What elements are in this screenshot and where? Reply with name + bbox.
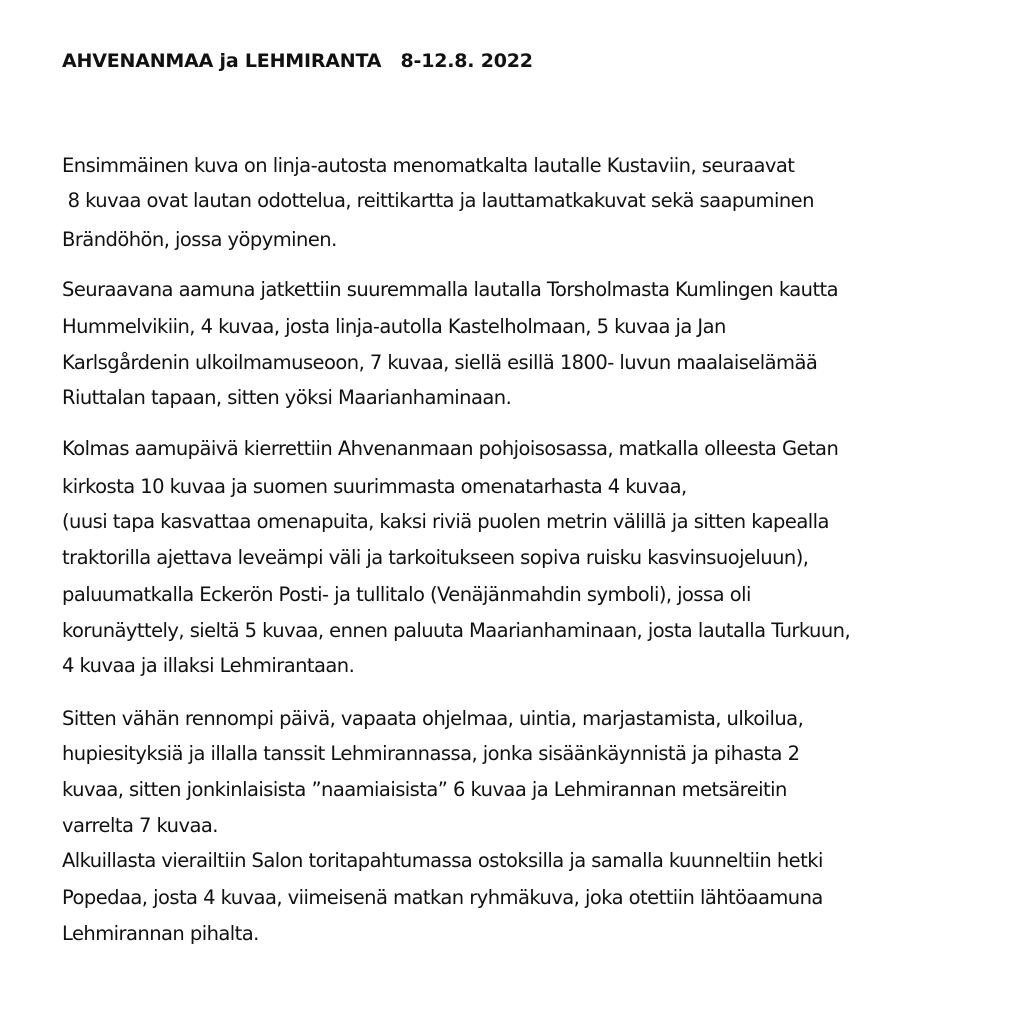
- paragraph-3-line-6: korunäyttely, sieltä 5 kuvaa, ennen paluuta Maarianhaminaan, josta lautalla Turkuun,: [62, 619, 851, 642]
- paragraph-3-line-3: (uusi tapa kasvattaa omenapuita, kaksi riviä puolen metrin välillä ja sitten kapealla: [62, 510, 829, 533]
- paragraph-1-line-1: Ensimmäinen kuva on linja-autosta menomatkalta lautalle Kustaviin, seuraavat: [62, 154, 795, 177]
- paragraph-4-line-4: varrelta 7 kuvaa.: [62, 814, 218, 837]
- paragraph-2-line-4: Riuttalan tapaan, sitten yöksi Maarianhaminaan.: [62, 386, 512, 409]
- paragraph-1-line-3: Brändöhön, jossa yöpyminen.: [62, 228, 337, 251]
- paragraph-4-line-5: Alkuillasta vierailtiin Salon toritapahtumassa ostoksilla ja samalla kuunneltiin hetki: [62, 849, 823, 872]
- paragraph-2-line-1: Seuraavana aamuna jatkettiin suuremmalla lautalla Torsholmasta Kumlingen kautta: [62, 278, 839, 301]
- paragraph-3-line-1: Kolmas aamupäivä kierrettiin Ahvenanmaan pohjoisosassa, matkalla olleesta Getan: [62, 437, 839, 460]
- paragraph-3-line-5: paluumatkalla Eckerön Posti- ja tullitalo (Venäjänmahdin symboli), jossa oli: [62, 583, 751, 606]
- paragraph-4-line-1: Sitten vähän rennompi päivä, vapaata ohjelmaa, uintia, marjastamista, ulkoilua,: [62, 707, 804, 730]
- paragraph-3-line-7: 4 kuvaa ja illaksi Lehmirantaan.: [62, 654, 355, 677]
- paragraph-3-line-2: kirkosta 10 kuvaa ja suomen suurimmasta omenatarhasta 4 kuvaa,: [62, 475, 687, 498]
- paragraph-4-line-7: Lehmirannan pihalta.: [62, 922, 259, 945]
- paragraph-3-line-4: traktorilla ajettava leveämpi väli ja tarkoitukseen sopiva ruisku kasvinsuojeluun),: [62, 546, 809, 569]
- document-title: AHVENANMAA ja LEHMIRANTA 8-12.8. 2022: [62, 50, 533, 72]
- paragraph-2-line-3: Karlsgårdenin ulkoilmamuseoon, 7 kuvaa, siellä esillä 1800- luvun maalaiselämää: [62, 351, 818, 374]
- paragraph-2-line-2: Hummelvikiin, 4 kuvaa, josta linja-autolla Kastelholmaan, 5 kuvaa ja Jan: [62, 315, 726, 338]
- paragraph-4-line-3: kuvaa, sitten jonkinlaisista ”naamiaisista” 6 kuvaa ja Lehmirannan metsäreitin: [62, 778, 787, 801]
- paragraph-4-line-2: hupiesityksiä ja illalla tanssit Lehmirannassa, jonka sisäänkäynnistä ja pihasta 2: [62, 742, 800, 765]
- paragraph-1-line-2: 8 kuvaa ovat lautan odottelua, reittikartta ja lauttamatkakuvat sekä saapuminen: [62, 189, 814, 212]
- paragraph-4-line-6: Popedaa, josta 4 kuvaa, viimeisenä matkan ryhmäkuva, joka otettiin lähtöaamuna: [62, 886, 823, 909]
